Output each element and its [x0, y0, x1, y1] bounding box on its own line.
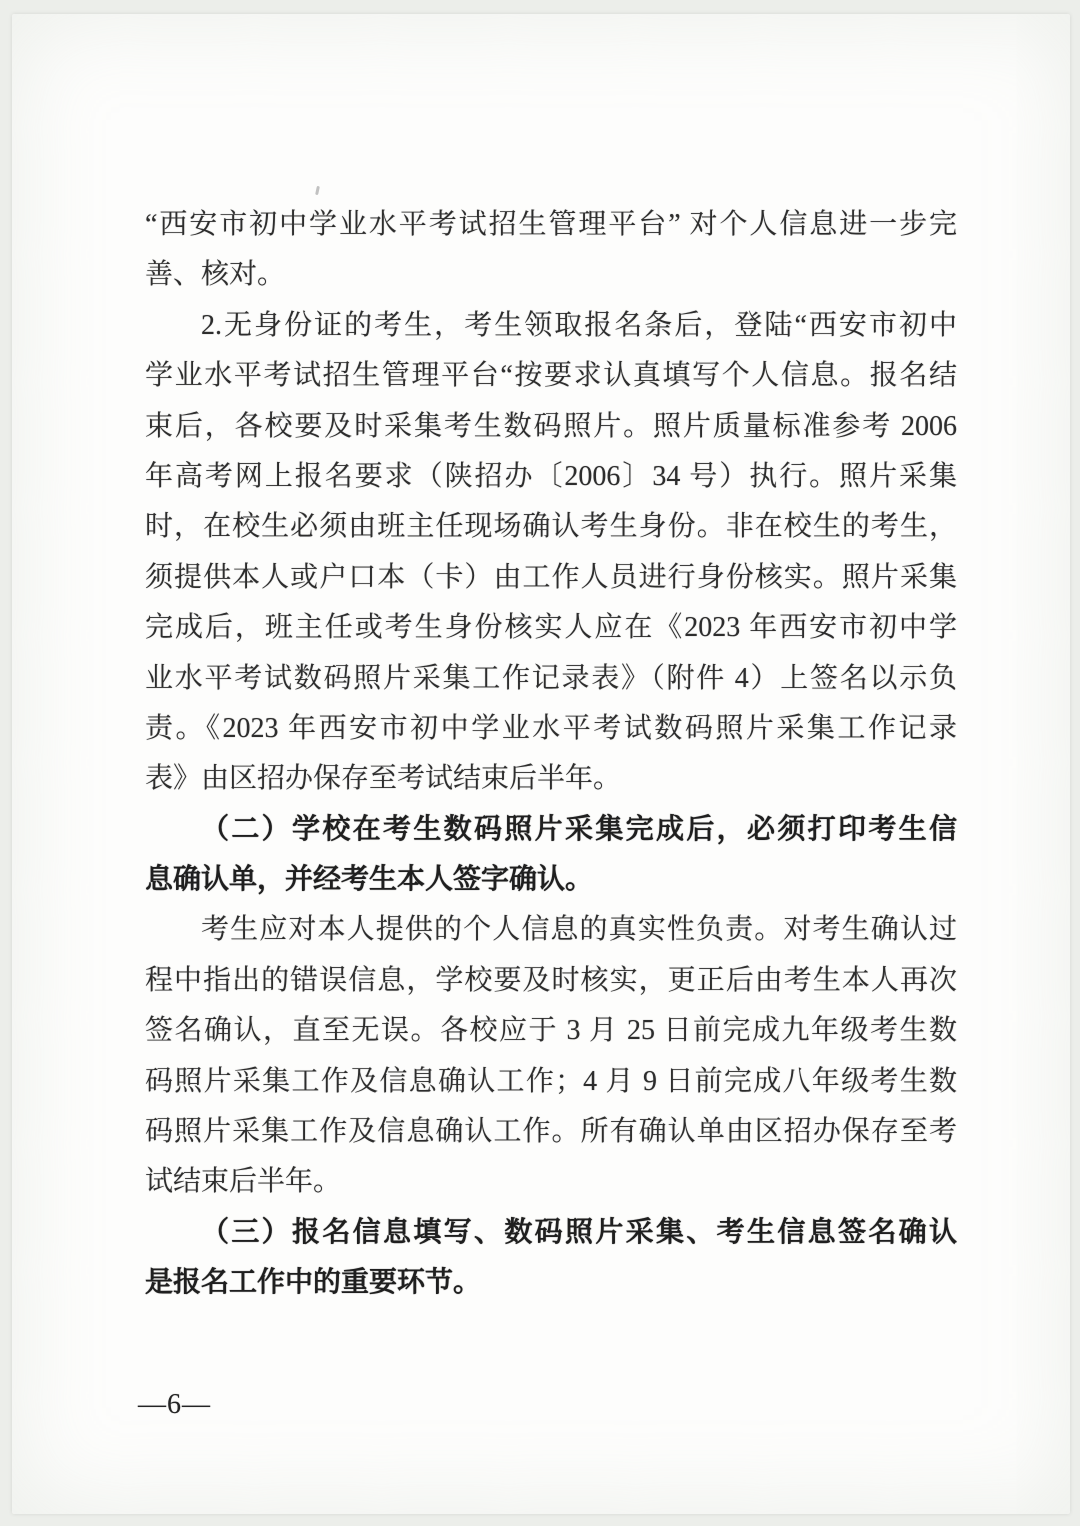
- document-page: [12, 14, 1070, 1514]
- text-line-10: 业水平考试数码照片采集工作记录表》（附件 4）上签名以示负: [145, 662, 957, 694]
- page-number: —6—: [138, 1389, 211, 1420]
- text-line-3: 2.无身份证的考生，考生领取报名条后，登陆“西安市初中: [201, 309, 957, 341]
- text-line-12: 表》由区招办保存至考试结束后半年。: [145, 763, 622, 795]
- document-text-block: [145, 200, 957, 1309]
- text-line-18: 码照片采集工作及信息确认工作；4 月 9 日前完成八年级考生数: [145, 1065, 957, 1097]
- text-line-4: 学业水平考试招生管理平台“按要求认真填写个人信息。报名结: [145, 360, 957, 392]
- scan-artifact-mark: [315, 186, 320, 195]
- text-line-19: 码照片采集工作及信息确认工作。所有确认单由区招办保存至考: [145, 1116, 957, 1148]
- text-line-1: “西安市初中学业水平考试招生管理平台” 对个人信息进一步完: [145, 209, 957, 240]
- text-line-22: 是报名工作中的重要环节。: [145, 1267, 482, 1299]
- text-line-8: 须提供本人或户口本（卡）由工作人员进行身份核实。照片采集: [145, 561, 957, 593]
- text-line-7: 时，在校生必须由班主任现场确认考生身份。非在校生的考生，: [145, 511, 957, 543]
- text-line-5: 束后，各校要及时采集考生数码照片。照片质量标准参考 2006: [145, 410, 957, 442]
- text-line-13: （二）学校在考生数码照片采集完成后，必须打印考生信: [201, 813, 957, 845]
- text-line-20: 试结束后半年。: [145, 1166, 342, 1198]
- text-line-11: 责。《2023 年西安市初中学业水平考试数码照片采集工作记录: [145, 712, 957, 744]
- text-line-16: 程中指出的错误信息，学校要及时核实，更正后由考生本人再次: [145, 964, 957, 996]
- text-line-2: 善、核对。: [145, 259, 286, 291]
- text-line-15: 考生应对本人提供的个人信息的真实性负责。对考生确认过: [201, 914, 957, 946]
- text-line-6: 年高考网上报名要求（陕招办〔2006〕34 号）执行。照片采集: [145, 460, 957, 492]
- text-line-21: （三）报名信息填写、数码照片采集、考生信息签名确认: [201, 1216, 957, 1248]
- text-line-9: 完成后，班主任或考生身份核实人应在《2023 年西安市初中学: [145, 612, 957, 644]
- text-line-17: 签名确认，直至无误。各校应于 3 月 25 日前完成九年级考生数: [145, 1015, 957, 1047]
- text-line-14: 息确认单，并经考生本人签字确认。: [145, 864, 594, 896]
